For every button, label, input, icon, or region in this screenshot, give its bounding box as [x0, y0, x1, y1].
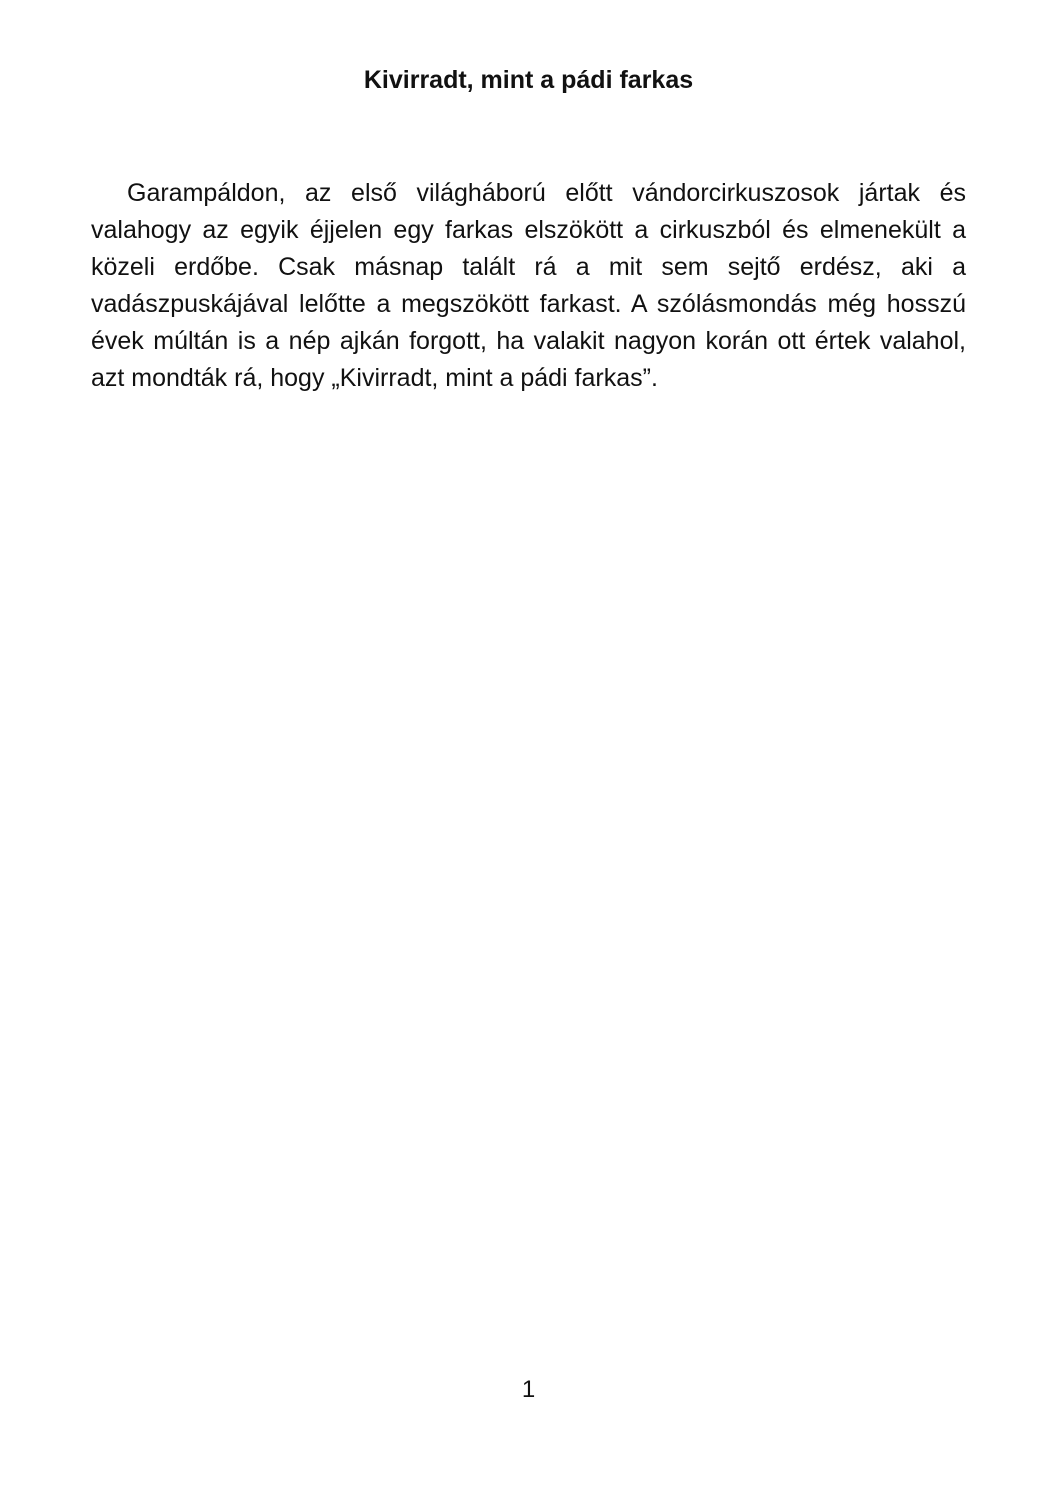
page-number: 1 [521, 1376, 536, 1403]
document-title: Kivirradt, mint a pádi farkas [363, 66, 694, 94]
body-paragraph: Garampáldon, az első világháború előtt vándorcirkuszosok jártak és valahogy az egyik éjjelen egy farkas elszökött a cirkuszból és elmenekült a közeli erdőbe. Csak másnap talált rá a mit sem sejtő erdész, aki a vadászpuskájával lelőtte a megszökött farkast. A szólásmondás még hosszú évek múltán is a nép ajkán forgott, ha valakit nagyon korán ott értek valahol, azt mondták rá, hogy „Kivirradt, mint a pádi farkas”. [91, 179, 966, 392]
